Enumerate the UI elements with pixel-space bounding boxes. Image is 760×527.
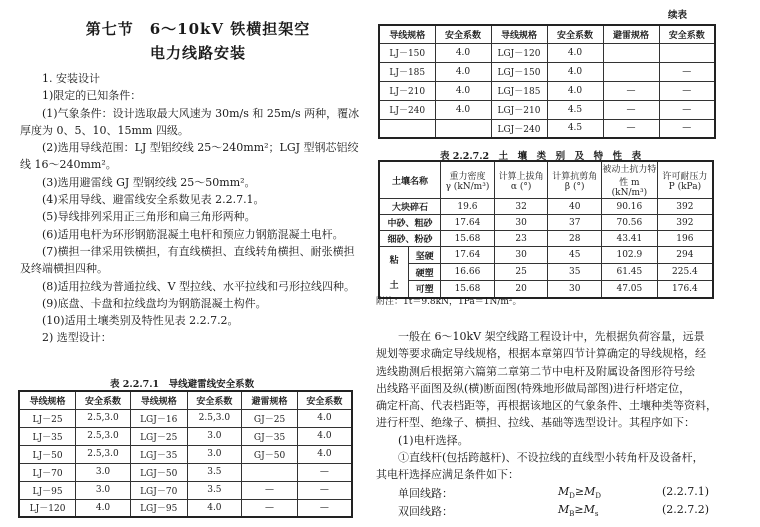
table-cell: 20 <box>494 281 548 298</box>
table-cell: 4.0 <box>435 100 491 119</box>
table-cell: LJ－70 <box>19 463 76 481</box>
header-cell: 安全系数 <box>659 25 715 43</box>
paragraph: 确定杆高、代表档距等，再根据该地区的气象条件、土壤种类等资料， <box>376 399 717 413</box>
table-cell: GJ－35 <box>242 427 298 445</box>
paragraph: 选线勘测后根据第六篇第二章第二节中电杆及附属设备图形符号绘 <box>376 364 695 378</box>
table-cell: 32 <box>494 199 548 215</box>
table-cell: LGJ－95 <box>130 499 187 517</box>
paragraph: (6)适用电杆为环形钢筋混凝土电杆和预应力钢筋混凝土电杆。 <box>42 227 344 241</box>
table-header-row <box>379 161 713 199</box>
table-cell: 70.56 <box>601 215 657 231</box>
table-cell: 3.0 <box>76 481 131 499</box>
clay-subtype-cell: 坚硬 <box>409 247 441 264</box>
table-cell: LJ－185 <box>379 62 435 81</box>
table-cell: — <box>659 119 715 138</box>
header-cell: 重力密度 γ (kN/m³) <box>441 161 495 199</box>
paragraph: (7)横担一律采用铁横担，有直线横担、直线转角横担、耐张横担 <box>42 244 355 258</box>
table-cell: 4.0 <box>187 499 242 517</box>
table-cell: 35 <box>548 264 602 281</box>
header-cell: 避雷规格 <box>603 25 659 43</box>
table-cell: 4.0 <box>297 427 352 445</box>
paragraph: ①直线杆(包括跨越杆)、不设拉线的直线型小转角杆及设备杆， <box>398 451 704 465</box>
header-cell: 安全系数 <box>76 391 131 409</box>
table-cell: 23 <box>494 231 548 247</box>
table-cell: 196 <box>657 231 713 247</box>
table-cell: LGJ－16 <box>130 409 187 427</box>
table-cell: LGJ－120 <box>491 43 547 62</box>
header-cell: 导线规格 <box>379 25 435 43</box>
formula-number-double: (2.2.7.2) <box>662 503 710 516</box>
table-soil-properties <box>378 160 714 299</box>
table-cell: — <box>297 463 352 481</box>
table-cell: 4.0 <box>76 499 131 517</box>
header-cell: 避雷规格 <box>242 391 298 409</box>
clay-subtype-cell: 硬塑 <box>409 264 441 281</box>
table-cell: LJ－50 <box>19 445 76 463</box>
table-cell: 4.0 <box>547 62 603 81</box>
table-cell <box>379 119 435 138</box>
soil-name-cell: 细砂、粉砂 <box>379 231 441 247</box>
header-cell: 安全系数 <box>187 391 242 409</box>
header-cell: 导线规格 <box>19 391 76 409</box>
paragraph: 其电杆选择应满足条件如下： <box>376 468 519 482</box>
table-cell <box>603 43 659 62</box>
header-cell: 计算上拔角 α (°) <box>494 161 548 199</box>
table-cell: LGJ－210 <box>491 100 547 119</box>
header-cell: 安全系数 <box>297 391 352 409</box>
paragraph: (4)采用导线、避雷线安全系数见表 2.2.7.1。 <box>42 193 265 207</box>
table-safety-factors <box>18 390 353 518</box>
table-cell: — <box>659 100 715 119</box>
table-header-row <box>19 391 352 409</box>
table-cell: 102.9 <box>601 247 657 264</box>
table-header-row <box>379 25 715 43</box>
table-row <box>379 119 715 138</box>
table-cell: 19.6 <box>441 199 495 215</box>
header-cell: 被动土抗力特 性 m (kN/m³) <box>601 161 657 199</box>
table-row <box>379 81 715 100</box>
formula-label-double: 双回线路： <box>398 505 453 518</box>
paragraph: 出线路平面图及纵(横)断面图(特殊地形做局部图)进行杆塔定位， <box>376 381 691 395</box>
table-row <box>379 100 715 119</box>
table-cell: — <box>297 499 352 517</box>
table-cell: 90.16 <box>601 199 657 215</box>
table-cell: LGJ－25 <box>130 427 187 445</box>
table-cell: LGJ－240 <box>491 119 547 138</box>
table-cell: 37 <box>548 215 602 231</box>
table-cell: 4.5 <box>547 119 603 138</box>
left-body-text <box>20 70 365 347</box>
table-cell: 47.05 <box>601 281 657 298</box>
table-row <box>19 499 352 517</box>
table-cell: LJ－240 <box>379 100 435 119</box>
table-row <box>19 463 352 481</box>
table-cell: 15.68 <box>441 231 495 247</box>
clay-subtype-cell: 可塑 <box>409 281 441 298</box>
table-cell: 43.41 <box>601 231 657 247</box>
table-cell: LJ－25 <box>19 409 76 427</box>
table-cell: — <box>603 81 659 100</box>
table-cell: 25 <box>494 264 548 281</box>
table-row <box>379 43 715 62</box>
paragraph: (10)适用土壤类别及特性见表 2.2.7.2。 <box>42 314 239 328</box>
header-cell: 导线规格 <box>491 25 547 43</box>
table-row <box>379 231 713 247</box>
table-cell: 16.66 <box>441 264 495 281</box>
table-row <box>379 199 713 215</box>
table-cell: 3.5 <box>187 463 242 481</box>
table-cell: 2.5,3.0 <box>76 427 131 445</box>
paragraph: 一般在 6～10kV 架空线路工程设计中，先根据负荷容量，远景 <box>398 330 705 343</box>
table2-caption: 表 2.2.7.2 土 壤 类 别 及 特 性 表 <box>440 151 642 162</box>
table-cell: LGJ－50 <box>130 463 187 481</box>
paragraph: (8)适用拉线为普通拉线、V 型拉线、水平拉线和弓形拉线四种。 <box>42 279 356 293</box>
table-cell: 45 <box>548 247 602 264</box>
formula-expression-single: $M_D\ge M_D$ <box>558 485 601 501</box>
table-cell: — <box>659 62 715 81</box>
header-cell: 许可耐压力 P (kPa) <box>657 161 713 199</box>
clay-group-cell <box>379 247 409 298</box>
paragraph: (2)选用导线范围：LJ 型铝绞线 25～240mm²；LGJ 型钢芯铝绞 <box>42 141 359 155</box>
clay-group-label: 土 <box>389 280 399 291</box>
heading-install-design: 1. 安装设计 <box>42 72 100 85</box>
formula-label-single: 单回线路： <box>398 487 453 500</box>
table-cell: 3.0 <box>76 463 131 481</box>
table-cell: 3.0 <box>187 445 242 463</box>
table-cell: 225.4 <box>657 264 713 281</box>
table-cell: 2.5,3.0 <box>76 445 131 463</box>
table-cell: 4.0 <box>435 81 491 100</box>
soil-name-cell: 中砂、粗砂 <box>379 215 441 231</box>
table-cell: — <box>603 100 659 119</box>
table-cell: 2.5,3.0 <box>187 409 242 427</box>
table-cell: 28 <box>548 231 602 247</box>
table-cell: 4.0 <box>547 81 603 100</box>
table-cell: 30 <box>494 247 548 264</box>
table-cell: 17.64 <box>441 215 495 231</box>
header-cell: 安全系数 <box>547 25 603 43</box>
table-row <box>19 409 352 427</box>
table-row <box>379 215 713 231</box>
paragraph: 厚度为 0、5、10、15mm 四级。 <box>20 123 189 137</box>
table-cell: 61.45 <box>601 264 657 281</box>
table-cell: 4.0 <box>435 43 491 62</box>
paragraph: (9)底盘、卡盘和拉线盘均为钢筋混凝土构件。 <box>42 296 267 310</box>
table-cell: — <box>242 481 298 499</box>
formula-number-single: (2.2.7.1) <box>662 485 710 498</box>
table-cell: — <box>603 119 659 138</box>
table-cell: LGJ－70 <box>130 481 187 499</box>
table-cell: LJ－95 <box>19 481 76 499</box>
section-title-line2: 电力线路安装 <box>149 44 246 62</box>
table-cell: 2.5,3.0 <box>76 409 131 427</box>
table-row <box>379 62 715 81</box>
table-cell <box>603 62 659 81</box>
clay-group-label: 粘 <box>389 255 399 266</box>
subheading-selection-design: 2) 选型设计： <box>42 331 112 345</box>
table-cell: 3.5 <box>187 481 242 499</box>
header-cell: 安全系数 <box>435 25 491 43</box>
paragraph: 进行杆型、绝缘子、横担、拉线、基础等选型设计。其程序如下： <box>376 416 695 430</box>
right-body-text <box>376 328 746 484</box>
table-cell: 176.4 <box>657 281 713 298</box>
table-cell: 30 <box>494 215 548 231</box>
table-cell: — <box>297 481 352 499</box>
table-row <box>379 264 713 281</box>
paragraph: 线 16～240mm²。 <box>20 158 117 172</box>
table-cell: 4.0 <box>297 409 352 427</box>
table1-caption: 表 2.2.7.1 导线避雷线安全系数 <box>110 379 255 390</box>
table-cell: — <box>242 499 298 517</box>
paragraph: (1)气象条件：设计选取最大风速为 30m/s 和 25m/s 两种，覆冰 <box>42 106 360 120</box>
table-cell: — <box>659 81 715 100</box>
table-cell <box>242 463 298 481</box>
table-cell: LGJ－35 <box>130 445 187 463</box>
table-cell <box>659 43 715 62</box>
table-cell: GJ－50 <box>242 445 298 463</box>
header-cell: 导线规格 <box>130 391 187 409</box>
header-cell-soil-name: 土壤名称 <box>379 161 441 199</box>
table-cell: 40 <box>548 199 602 215</box>
table-cell: 392 <box>657 215 713 231</box>
table-cell: 4.0 <box>547 43 603 62</box>
table-cell: 4.0 <box>297 445 352 463</box>
table-row <box>19 427 352 445</box>
subheading-known-conditions: 1)限定的已知条件： <box>42 89 142 103</box>
table-cell: 3.0 <box>187 427 242 445</box>
table-cell: GJ－25 <box>242 409 298 427</box>
table-cell: 17.64 <box>441 247 495 264</box>
table-cell: 30 <box>548 281 602 298</box>
table-cell: LGJ－150 <box>491 62 547 81</box>
table-cell: LGJ－185 <box>491 81 547 100</box>
table-row <box>19 445 352 463</box>
formula-expression-double: $M_B\ge M_s$ <box>558 503 599 519</box>
table-safety-factors-continued <box>378 24 716 139</box>
soil-name-cell: 大块碎石 <box>379 199 441 215</box>
table2-note: 附注：1t＝9.8kN，1Pa＝1N/m²。 <box>376 297 522 307</box>
table-cell: 4.0 <box>435 62 491 81</box>
table-row <box>379 247 713 264</box>
table-cell: LJ－150 <box>379 43 435 62</box>
table-cell: 294 <box>657 247 713 264</box>
table-cell: 392 <box>657 199 713 215</box>
table-row <box>19 481 352 499</box>
paragraph: 及终端横担四种。 <box>20 262 108 276</box>
table-cell: LJ－35 <box>19 427 76 445</box>
table-cell <box>435 119 491 138</box>
paragraph: 规划等要求确定导线规格，根据本章第四节计算确定的导线规格，经 <box>376 347 706 361</box>
table1-continued-caption: 续表 <box>668 10 688 21</box>
table-cell: 15.68 <box>441 281 495 298</box>
subheading-pole-selection: (1)电杆选择。 <box>398 433 469 447</box>
table-cell: 4.5 <box>547 100 603 119</box>
paragraph: (5)导线排列采用正三角形和扁三角形两种。 <box>42 210 256 224</box>
header-cell: 计算抗剪角 β (°) <box>548 161 602 199</box>
section-title-line1: 第七节 6～10kV 铁横担架空 <box>85 20 311 38</box>
table-cell: LJ－120 <box>19 499 76 517</box>
paragraph: (3)选用避雷线 GJ 型钢绞线 25～50mm²。 <box>42 175 256 189</box>
table-cell: LJ－210 <box>379 81 435 100</box>
